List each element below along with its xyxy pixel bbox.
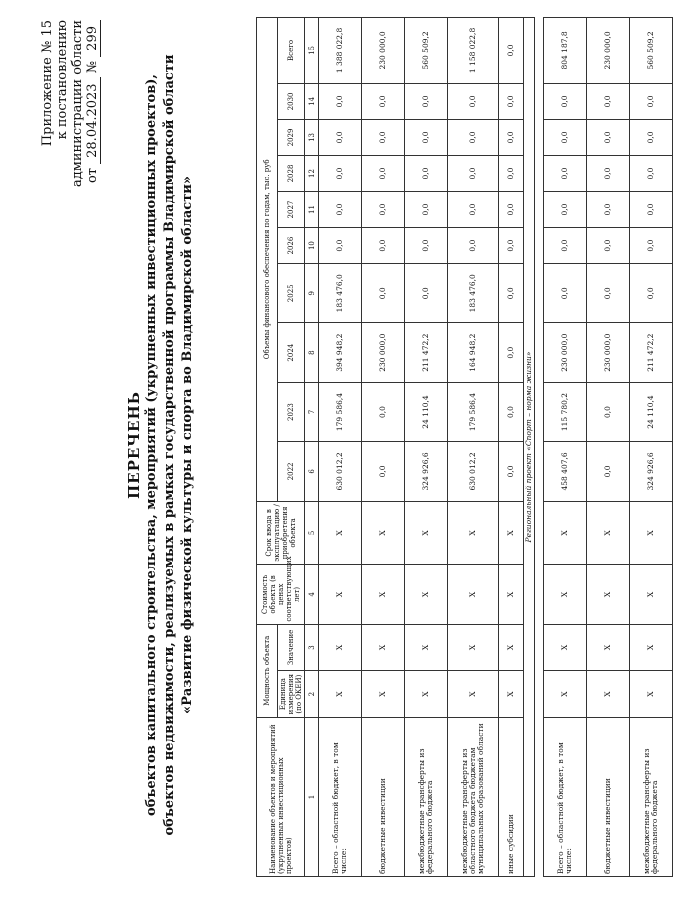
- row-cost: Х: [544, 565, 587, 624]
- row-year-amount: 0,0: [544, 119, 587, 155]
- row-year-amount: 0,0: [544, 83, 587, 119]
- title-line-1: объектов капитального строительства, мероприятий (укрупненных инвестиционных проектов),: [144, 74, 159, 816]
- row-year-amount: 0,0: [405, 155, 448, 191]
- table-row: [544, 18, 587, 877]
- row-period: Х: [362, 501, 405, 565]
- gap-row: [535, 18, 544, 877]
- header-year: 2025: [278, 264, 305, 323]
- column-number-row: [305, 18, 319, 877]
- row-year-amount: 0,0: [587, 382, 630, 441]
- decree-date: 28.04.2023: [85, 77, 101, 163]
- column-number: 2: [305, 671, 319, 718]
- header-year: 2023: [278, 382, 305, 441]
- column-number: 10: [305, 228, 319, 264]
- row-year-amount: 0,0: [544, 192, 587, 228]
- row-unit: Х: [630, 671, 673, 718]
- row-unit: Х: [587, 671, 630, 718]
- row-total: 230 000,0: [362, 18, 405, 84]
- row-unit: Х: [362, 671, 405, 718]
- row-year-amount: 183 476,0: [319, 264, 362, 323]
- row-year-amount: 0,0: [362, 382, 405, 441]
- section-title: Региональный проект «Спорт – норма жизни»: [524, 18, 535, 877]
- row-year-amount: 164 948,2: [448, 323, 499, 382]
- row-cost: Х: [630, 565, 673, 624]
- column-number: 12: [305, 155, 319, 191]
- appendix-decree: к постановлению администрации области: [55, 20, 85, 188]
- row-year-amount: 0,0: [448, 192, 499, 228]
- row-year-amount: 0,0: [630, 264, 673, 323]
- row-period: Х: [405, 501, 448, 565]
- table-row: [319, 18, 362, 877]
- funding-table: [256, 17, 673, 877]
- row-year-amount: 630 012,2: [448, 442, 499, 501]
- row-total: 560 509,2: [630, 18, 673, 84]
- row-year-amount: 0,0: [362, 119, 405, 155]
- row-period: Х: [499, 501, 524, 565]
- row-total: 0,0: [499, 18, 524, 84]
- number-prefix: №: [85, 60, 100, 74]
- row-period: Х: [448, 501, 499, 565]
- column-number: 11: [305, 192, 319, 228]
- column-number: 8: [305, 323, 319, 382]
- row-year-amount: 179 586,4: [448, 382, 499, 441]
- row-year-amount: 230 000,0: [587, 323, 630, 382]
- row-year-amount: 24 110,4: [405, 382, 448, 441]
- row-period: Х: [319, 501, 362, 565]
- row-year-amount: 0,0: [448, 228, 499, 264]
- header-year: 2029: [278, 119, 305, 155]
- row-year-amount: 0,0: [587, 442, 630, 501]
- row-name: межбюджетные трансферты из федерального бюджета: [630, 717, 673, 876]
- row-year-amount: 0,0: [587, 228, 630, 264]
- row-year-amount: 0,0: [544, 228, 587, 264]
- row-cost: Х: [587, 565, 630, 624]
- column-number: 9: [305, 264, 319, 323]
- row-cost: Х: [362, 565, 405, 624]
- row-year-amount: 394 948,2: [319, 323, 362, 382]
- row-cost: Х: [319, 565, 362, 624]
- header-cost: Стоимость объекта (в ценах соответствующих лет): [257, 565, 305, 624]
- appendix-date-line: [85, 20, 101, 225]
- row-year-amount: 0,0: [448, 119, 499, 155]
- row-value: Х: [630, 624, 673, 671]
- row-total: 804 187,8: [544, 18, 587, 84]
- row-year-amount: 179 586,4: [319, 382, 362, 441]
- row-year-amount: 24 110,4: [630, 382, 673, 441]
- row-year-amount: 0,0: [630, 228, 673, 264]
- row-year-amount: 0,0: [499, 264, 524, 323]
- column-number: 4: [305, 565, 319, 624]
- row-year-amount: 630 012,2: [319, 442, 362, 501]
- row-year-amount: 0,0: [499, 155, 524, 191]
- column-number: 6: [305, 442, 319, 501]
- header-year: 2026: [278, 228, 305, 264]
- table-row: [630, 18, 673, 877]
- row-year-amount: 0,0: [544, 155, 587, 191]
- appendix-block: [40, 20, 101, 225]
- row-year-amount: 0,0: [319, 155, 362, 191]
- row-year-amount: 0,0: [587, 192, 630, 228]
- row-year-amount: 0,0: [362, 442, 405, 501]
- row-year-amount: 0,0: [405, 264, 448, 323]
- header-value: Значение: [278, 624, 305, 671]
- row-value: Х: [448, 624, 499, 671]
- row-name: Всего – областной бюджет, в том числе:: [544, 717, 587, 876]
- row-year-amount: 458 407,6: [544, 442, 587, 501]
- row-value: Х: [499, 624, 524, 671]
- header-year: 2028: [278, 155, 305, 191]
- column-number: 15: [305, 18, 319, 84]
- gap-cell: [535, 18, 544, 877]
- row-year-amount: 324 926,6: [405, 442, 448, 501]
- row-value: Х: [544, 624, 587, 671]
- decree-number: 299: [85, 20, 101, 57]
- row-unit: Х: [544, 671, 587, 718]
- row-year-amount: 0,0: [587, 264, 630, 323]
- table-row: [499, 18, 524, 877]
- row-cost: Х: [499, 565, 524, 624]
- row-year-amount: 0,0: [362, 155, 405, 191]
- row-year-amount: 0,0: [362, 192, 405, 228]
- row-total: 1 388 022,8: [319, 18, 362, 84]
- row-year-amount: 230 000,0: [544, 323, 587, 382]
- row-year-amount: 0,0: [405, 83, 448, 119]
- row-period: Х: [587, 501, 630, 565]
- row-unit: Х: [448, 671, 499, 718]
- row-name: межбюджетные трансферты из федерального бюджета: [405, 717, 448, 876]
- header-funding: Объемы финансового обеспечения по годам, тыс. руб: [257, 18, 278, 502]
- header-year: 2022: [278, 442, 305, 501]
- table-row: [448, 18, 499, 877]
- row-name: бюджетные инвестиции: [362, 717, 405, 876]
- header-period: Срок ввода в эксплуатацию / приобретения объекта: [257, 501, 305, 565]
- appendix-number: Приложение № 15: [40, 20, 55, 147]
- title-line-3: «Развитие физической культуры и спорта во Владимирской области»: [180, 175, 195, 715]
- row-year-amount: 211 472,2: [630, 323, 673, 382]
- row-name: иные субсидии: [499, 717, 524, 876]
- column-number: 1: [305, 717, 319, 876]
- document-title: [125, 45, 197, 845]
- section-row: [524, 18, 535, 877]
- row-value: Х: [362, 624, 405, 671]
- header-capacity: Мощность объекта: [257, 624, 278, 717]
- row-year-amount: 0,0: [362, 83, 405, 119]
- row-year-amount: 0,0: [499, 382, 524, 441]
- row-year-amount: 324 926,6: [630, 442, 673, 501]
- row-year-amount: 115 780,2: [544, 382, 587, 441]
- row-total: 1 158 022,8: [448, 18, 499, 84]
- row-cost: Х: [448, 565, 499, 624]
- header-year: 2024: [278, 323, 305, 382]
- row-year-amount: 0,0: [630, 192, 673, 228]
- row-year-amount: 0,0: [499, 442, 524, 501]
- date-prefix: от: [85, 168, 100, 184]
- header-name: Наименование объектов и мероприятий (укрупненных инвестиционных проектов): [257, 717, 305, 876]
- title-main: ПЕРЕЧЕНЬ: [125, 391, 143, 499]
- row-period: Х: [544, 501, 587, 565]
- row-year-amount: 0,0: [448, 155, 499, 191]
- row-period: Х: [630, 501, 673, 565]
- row-year-amount: 0,0: [499, 83, 524, 119]
- row-name: Всего – областной бюджет, в том числе:: [319, 717, 362, 876]
- row-total: 560 509,2: [405, 18, 448, 84]
- row-year-amount: 0,0: [630, 155, 673, 191]
- row-year-amount: 0,0: [630, 83, 673, 119]
- row-name: межбюджетные трансферты из областного бюджета бюджетам муниципальных образований области: [448, 717, 499, 876]
- row-year-amount: 0,0: [499, 323, 524, 382]
- column-number: 13: [305, 119, 319, 155]
- row-year-amount: 0,0: [587, 155, 630, 191]
- header-year: 2030: [278, 83, 305, 119]
- header-row-1: [257, 18, 278, 877]
- row-year-amount: 0,0: [499, 192, 524, 228]
- row-year-amount: 0,0: [587, 119, 630, 155]
- row-year-amount: 0,0: [587, 83, 630, 119]
- row-year-amount: 0,0: [362, 264, 405, 323]
- row-year-amount: 0,0: [499, 119, 524, 155]
- row-year-amount: 0,0: [319, 228, 362, 264]
- row-year-amount: 0,0: [362, 228, 405, 264]
- row-year-amount: 0,0: [405, 119, 448, 155]
- row-cost: Х: [405, 565, 448, 624]
- row-unit: Х: [319, 671, 362, 718]
- row-value: Х: [319, 624, 362, 671]
- row-name: бюджетные инвестиции: [587, 717, 630, 876]
- column-number: 14: [305, 83, 319, 119]
- title-line-2: объектов недвижимости, реализуемых в рамках государственной программы Владимирской области: [162, 54, 177, 836]
- table-row: [362, 18, 405, 877]
- row-unit: Х: [405, 671, 448, 718]
- row-year-amount: 183 476,0: [448, 264, 499, 323]
- table-row: [405, 18, 448, 877]
- table-row: [587, 18, 630, 877]
- row-total: 230 000,0: [587, 18, 630, 84]
- row-year-amount: 0,0: [319, 119, 362, 155]
- row-year-amount: 0,0: [544, 264, 587, 323]
- row-year-amount: 0,0: [319, 83, 362, 119]
- row-value: Х: [405, 624, 448, 671]
- row-year-amount: 230 000,0: [362, 323, 405, 382]
- header-unit: Единица измерения (по ОКЕИ): [278, 671, 305, 718]
- header-year: 2027: [278, 192, 305, 228]
- header-total: Всего: [278, 18, 305, 84]
- row-year-amount: 0,0: [499, 228, 524, 264]
- row-year-amount: 211 472,2: [405, 323, 448, 382]
- row-year-amount: 0,0: [405, 228, 448, 264]
- row-year-amount: 0,0: [319, 192, 362, 228]
- row-year-amount: 0,0: [630, 119, 673, 155]
- column-number: 3: [305, 624, 319, 671]
- row-value: Х: [587, 624, 630, 671]
- row-year-amount: 0,0: [405, 192, 448, 228]
- column-number: 7: [305, 382, 319, 441]
- row-unit: Х: [499, 671, 524, 718]
- row-year-amount: 0,0: [448, 83, 499, 119]
- column-number: 5: [305, 501, 319, 565]
